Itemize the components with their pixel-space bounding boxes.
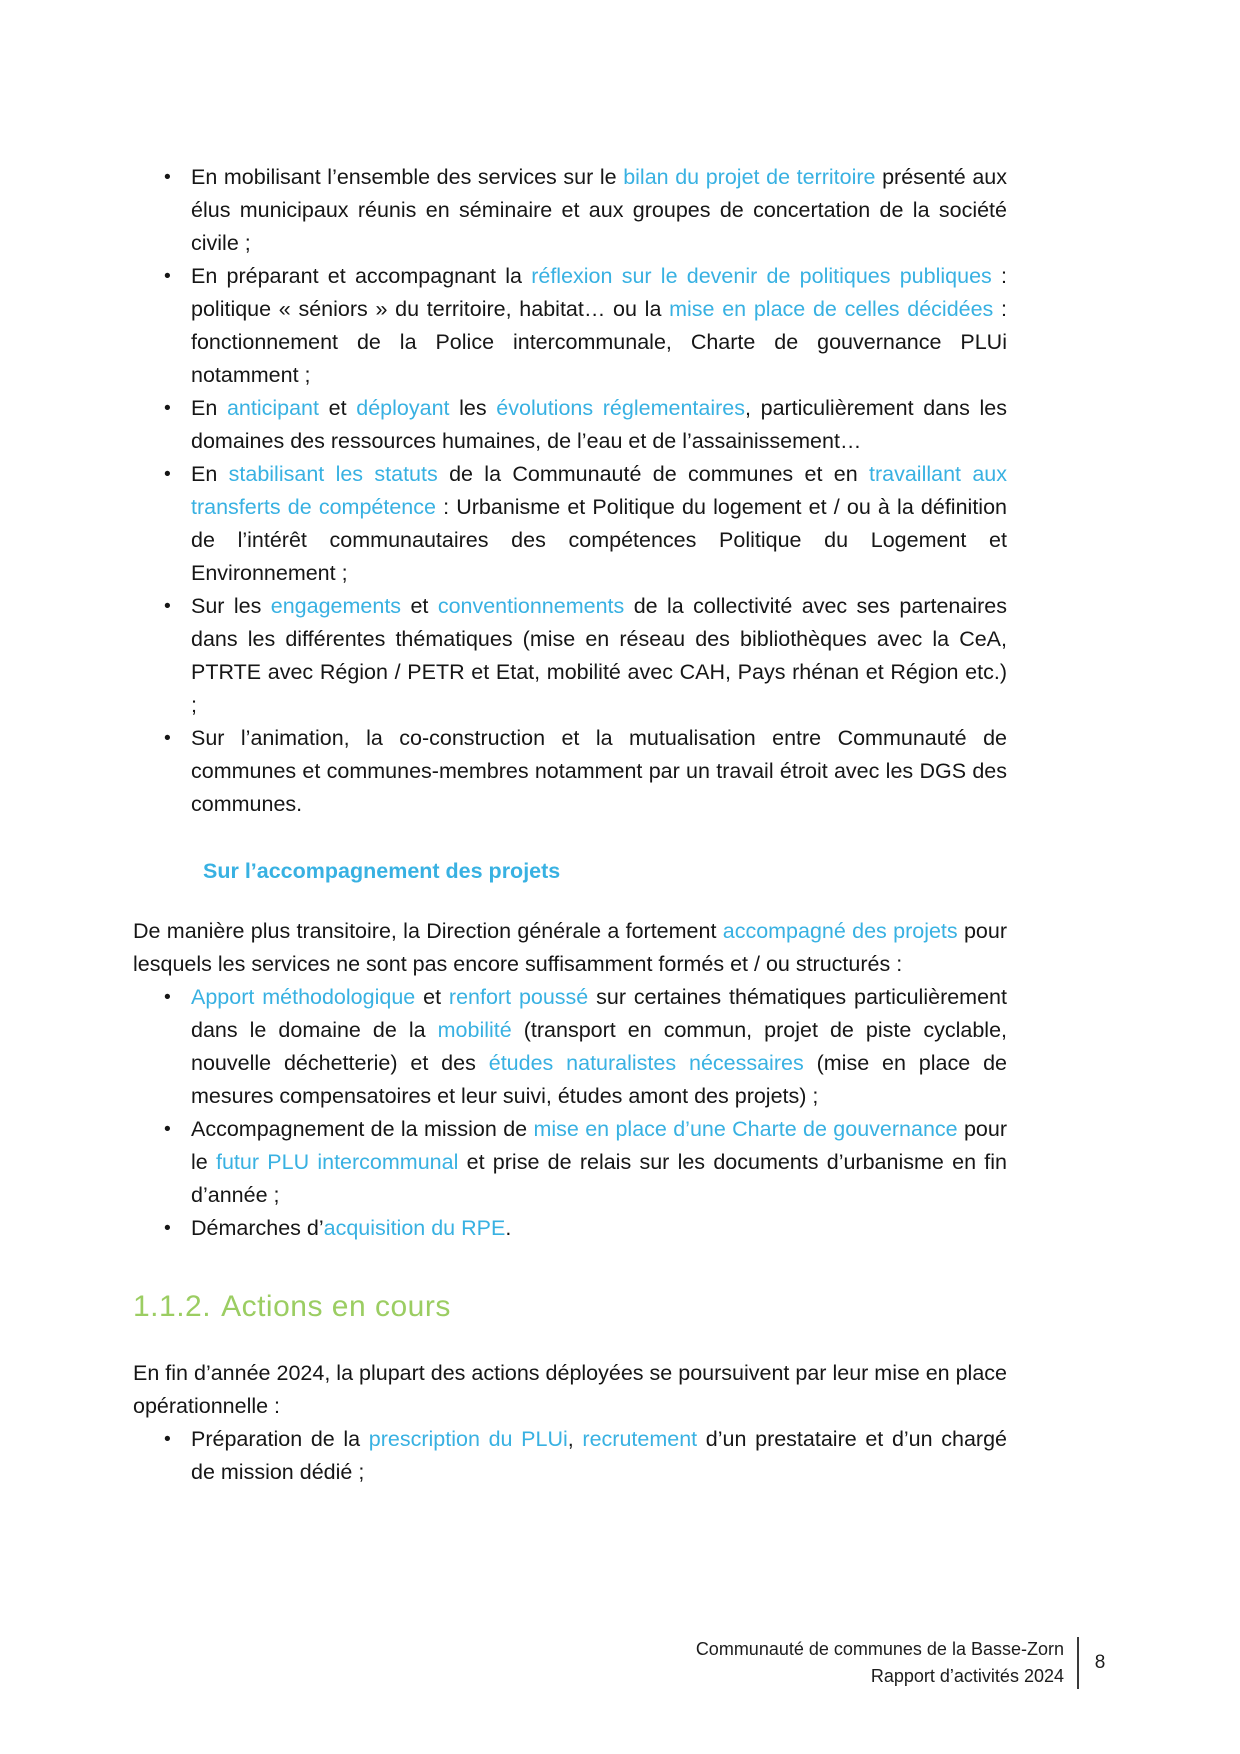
highlighted-phrase: stabilisant les statuts [228,462,438,486]
highlighted-phrase: évolutions réglementaires [496,396,745,420]
body-text: d’un prestataire et d’un chargé de mission dédié ; [191,1427,1007,1484]
body-text: (transport en commun, projet de piste cyclable, nouvelle déchetterie) et des [191,1018,1007,1075]
section-number: 1.1.2. [133,1290,212,1323]
body-text: . [505,1216,512,1240]
bullet-list-actions-en-cours [133,1423,1007,1489]
highlighted-phrase: bilan du projet de territoire [623,165,876,189]
section-title: Actions en cours [221,1290,451,1323]
body-text: En [191,396,227,420]
body-text: Accompagnement de la mission de [191,1117,534,1141]
footer-report-title: Rapport d’activités 2024 [870,1666,1064,1686]
body-text: : fonctionnement de la Police intercommunale, Charte de gouvernance PLUi notamment ; [191,297,1007,387]
footer-divider [1077,1637,1079,1689]
body-text: , [567,1427,583,1451]
body-text: En préparant et accompagnant la [191,264,532,288]
list-item [133,1212,1007,1245]
section-heading-actions-en-cours [133,1287,1007,1327]
highlighted-phrase: mobilité [437,1018,512,1042]
footer-org-name: Communauté de communes de la Basse-Zorn [695,1639,1064,1659]
highlighted-phrase: Apport méthodologique [191,985,416,1009]
body-text: de la collectivité avec ses partenaires dans les différentes thématiques (mise en réseau des bibliothèques avec la CeA, PTRTE avec Région / PETR et Etat, mobilité avec CAH, Pays rhénan et Région etc.) ; [191,594,1007,717]
body-text: sur certaines thématiques particulièrement dans le domaine de la [191,985,1007,1042]
list-item [133,392,1007,458]
body-text: de la Communauté de communes et en [437,462,869,486]
page-content [133,161,1007,1489]
paragraph-fin-annee [133,1357,1007,1423]
body-text: De manière plus transitoire, la Direction générale a fortement [133,919,723,943]
body-text: En mobilisant l’ensemble des services sur le [191,165,624,189]
list-item [133,590,1007,722]
body-text: et prise de relais sur les documents d’urbanisme en fin d’année ; [191,1150,1007,1207]
footer-text [696,1636,1064,1690]
body-text: présenté aux élus municipaux réunis en séminaire et aux groupes de concertation de la société civile ; [191,165,1008,255]
list-item [133,161,1007,260]
list-item [133,1113,1007,1212]
highlighted-phrase: mise en place de celles décidées [669,297,994,321]
body-text: : politique « séniors » du territoire, habitat… ou la [191,264,1007,321]
list-item [133,260,1007,392]
list-item [133,1423,1007,1489]
list-item [133,722,1007,821]
highlighted-phrase: réflexion sur le devenir de politiques publiques [531,264,992,288]
highlighted-phrase: prescription du PLUi [368,1427,568,1451]
highlighted-phrase: travaillant aux transferts de compétence [191,462,1008,519]
body-text: et [319,396,357,420]
body-text: Démarches d’ [191,1216,324,1240]
body-text: En [191,462,229,486]
body-text: Sur l’animation, la co-construction et la mutualisation entre Communauté de communes et communes-membres notamment par un travail étroit avec les DGS des communes. [191,726,1007,816]
highlighted-phrase: engagements [270,594,402,618]
section-heading-accompagnement: Sur l’accompagnement des projets [203,859,561,883]
highlighted-phrase: conventionnements [437,594,625,618]
page-number: 8 [1094,1652,1106,1673]
body-text: pour le [191,1117,1008,1174]
body-text: Sur les [191,594,271,618]
highlighted-phrase: anticipant [226,396,319,420]
highlighted-phrase: futur PLU intercommunal [216,1150,459,1174]
highlighted-phrase: accompagné des projets [722,919,958,943]
highlighted-phrase: acquisition du RPE [323,1216,506,1240]
body-text: et [401,594,438,618]
highlighted-phrase: études naturalistes nécessaires [488,1051,804,1075]
highlighted-phrase: recrutement [582,1427,698,1451]
paragraph-transitoire [133,915,1007,981]
body-text: : Urbanisme et Politique du logement et / ou à la définition de l’intérêt communautaires des compétences Politique du Logement et Environnement ; [191,495,1007,585]
highlighted-phrase: déployant [356,396,450,420]
page-footer [696,1636,1107,1690]
list-item [133,458,1007,590]
highlighted-phrase: renfort poussé [448,985,589,1009]
body-text: pour lesquels les services ne sont pas encore suffisamment formés et / ou structurés : [133,919,1007,976]
body-text: , particulièrement dans les domaines des ressources humaines, de l’eau et de l’assainissement… [191,396,1007,453]
body-text: (mise en place de mesures compensatoires et leur suivi, études amont des projets) ; [191,1051,1007,1108]
body-text: et [415,985,449,1009]
list-item [133,981,1007,1113]
bullet-list-accompagnement-projets [133,981,1007,1245]
highlighted-phrase: mise en place d’une Charte de gouvernance [533,1117,958,1141]
body-text: Préparation de la [191,1427,369,1451]
body-text: les [449,396,497,420]
bullet-list-direction-generale [133,161,1007,821]
body-text: En fin d’année 2024, la plupart des actions déployées se poursuivent par leur mise en place opérationnelle : [133,1361,1007,1418]
